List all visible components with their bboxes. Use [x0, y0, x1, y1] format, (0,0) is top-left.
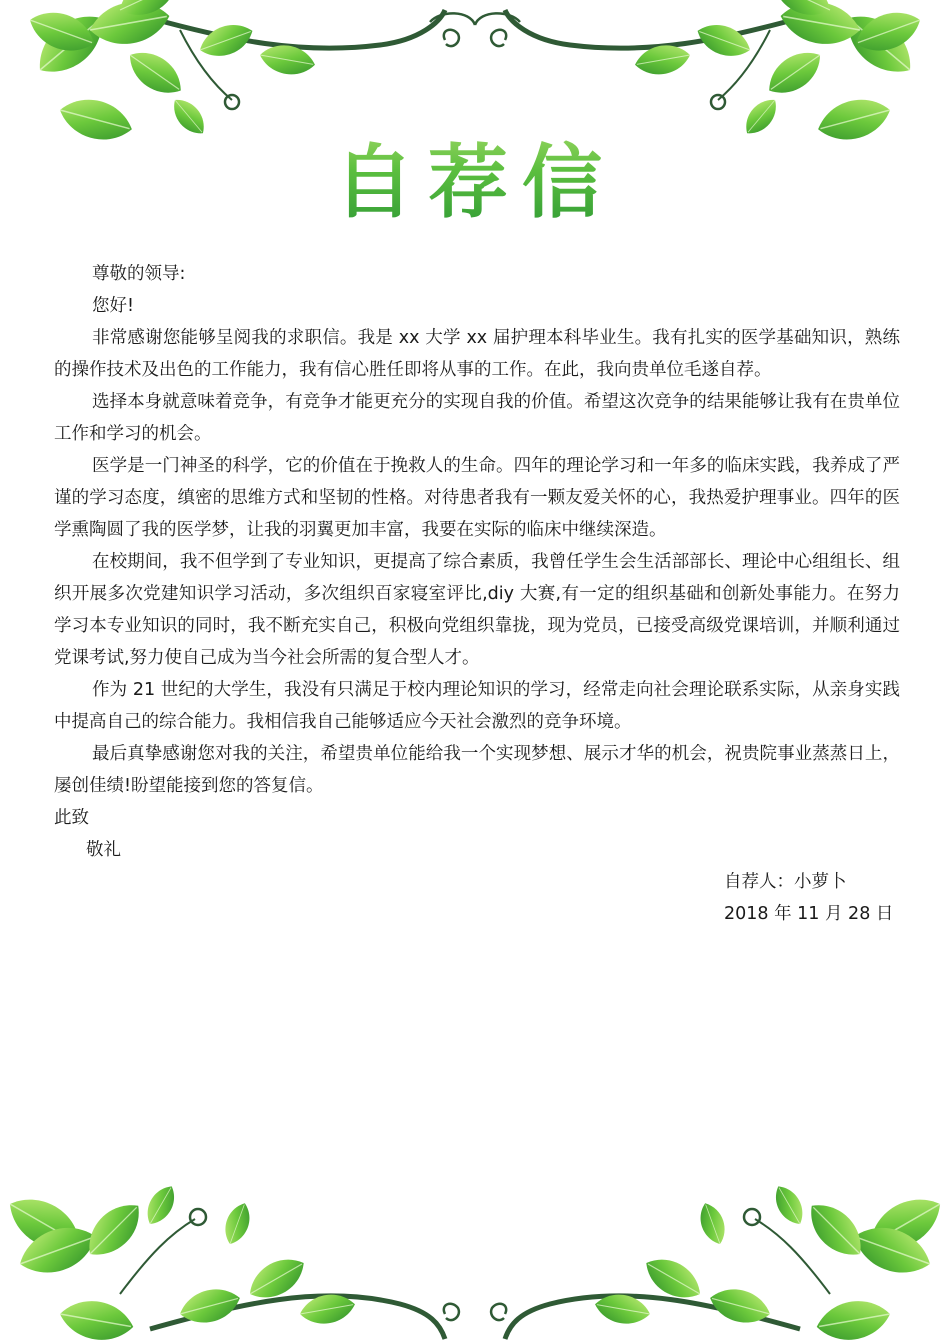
signature-date: 2018 年 11 月 28 日 [724, 904, 894, 924]
paragraph: 医学是一门神圣的科学，它的价值在于挽救人的生命。四年的理论学习和一年多的临床实践，我养成了严谨的学习态度，缜密的思维方式和坚韧的性格。对待患者我有一颗友爱关怀的心，我热爱护理事业。四年的医学熏陶圆了我的医学梦，让我的羽翼更加丰富，我要在实际的临床中继续深造。 [54, 456, 900, 540]
paragraph: 选择本身就意味着竞争，有竞争才能更充分的实现自我的价值。希望这次竞争的结果能够让我有在贵单位工作和学习的机会。 [54, 392, 900, 444]
leaf-cluster-bottom-right-icon [593, 1181, 950, 1344]
signer-name: 自荐人：小萝卜 [724, 872, 847, 892]
paragraph: 在校期间，我不但学到了专业知识，更提高了综合素质，我曾任学生会生活部部长、理论中心组组长、组织开展多次党建知识学习活动，多次组织百家寝室评比,diy 大赛,有一定的组织基础和创新处事能力。在努力学习本专业知识的同时，我不断充实自己，积极向党组织靠拢，现为党员，已接受高级党课培训，并顺利通过党课考试,努力使自己成为当今社会所需的复合型人才。 [54, 552, 900, 668]
greeting: 您好! [92, 296, 135, 316]
paragraph: 最后真挚感谢您对我的关注，希望贵单位能给我一个实现梦想、展示才华的机会，祝贵院事业蒸蒸日上，屡创佳绩!盼望能接到您的答复信。 [54, 744, 900, 796]
bottom-vine-decoration [0, 1144, 950, 1344]
salutation: 尊敬的领导: [92, 264, 186, 284]
paragraph: 非常感谢您能够呈阅我的求职信。我是 xx 大学 xx 届护理本科毕业生。我有扎实的医学基础知识，熟练的操作技术及出色的工作能力，我有信心胜任即将从事的工作。在此，我向贵单位毛遂自荐。 [54, 328, 900, 380]
closing-line-1: 此致 [54, 808, 89, 828]
center-swirl-icon [430, 13, 520, 46]
letter-title: 自荐信 [0, 118, 950, 233]
bottom-center-swirl-icon [444, 1304, 506, 1320]
leaf-cluster-bottom-left-icon [0, 1181, 357, 1344]
letter-body [54, 258, 900, 866]
paragraph: 作为 21 世纪的大学生，我没有只满足于校内理论知识的学习，经常走向社会理论联系实际，从亲身实践中提高自己的综合能力。我相信我自己能够适应今天社会激烈的竞争环境。 [54, 680, 900, 732]
closing-line-2: 敬礼 [86, 840, 121, 860]
signature-block [724, 866, 893, 930]
